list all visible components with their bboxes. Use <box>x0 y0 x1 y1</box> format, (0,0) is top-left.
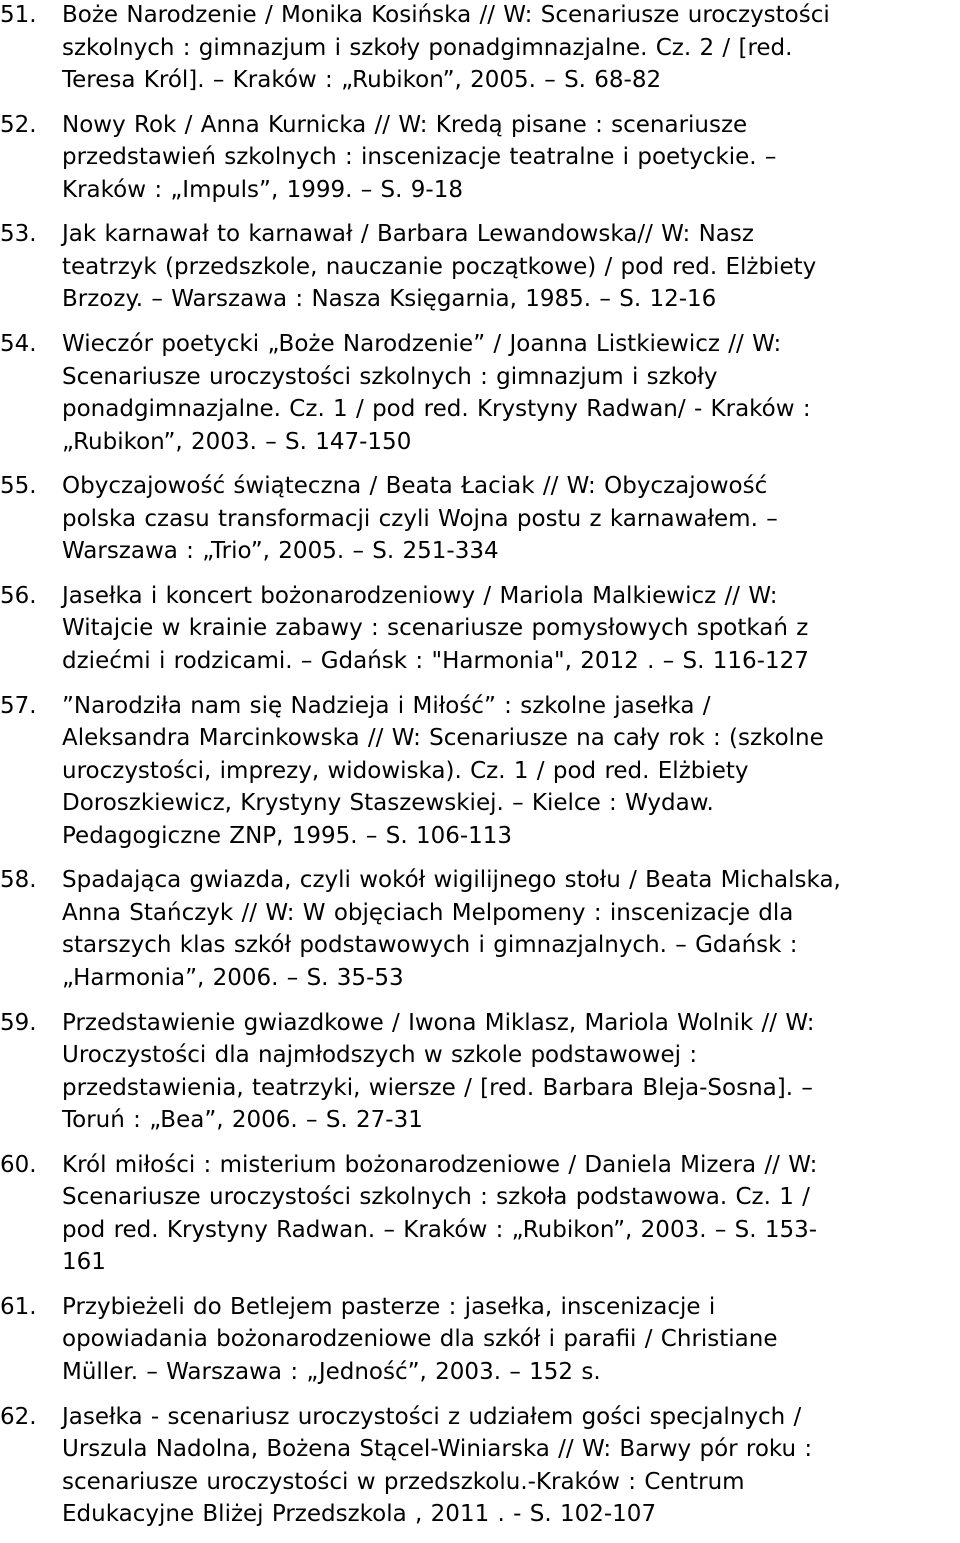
entry-number: 59. <box>0 1009 37 1036</box>
entry-text: Boże Narodzenie / Monika Kosińska // W: Scenariusze uroczystości szkolnych : gimnazjum i szkoły ponadgimnazjalne. Cz. 2 / [red. Teresa Król]. – Kraków : „Rubikon”, 2005. – S. 68-82 <box>62 2 830 93</box>
entry-number: 53. <box>0 221 37 248</box>
entry-text: Przedstawienie gwiazdkowe / Iwona Miklasz, Mariola Wolnik // W: Uroczystości dla najmłodszych w szkole podstawowej : przedstawienia, teatrzyki, wiersze / [red. Barbara Bleja-Sosna]. – Toruń : „Bea”, 2006. – S. 27-31 <box>62 1009 815 1133</box>
bibliography-entry <box>0 470 960 568</box>
entry-number: 57. <box>0 692 37 719</box>
bibliography-entry <box>0 1291 960 1389</box>
entry-text: Jasełka i koncert bożonarodzeniowy / Mariola Malkiewicz // W: Witajcie w krainie zabawy : scenariusze pomysłowych spotkań z dziećmi i rodzicami. – Gdańsk : "Harmonia", 2012 . – S. 116-127 <box>62 582 809 674</box>
bibliography-entry <box>0 1401 960 1531</box>
entry-text: ”Narodziła nam się Nadzieja i Miłość” : szkolne jasełka / Aleksandra Marcinkowska // W: Scenariusze na cały rok : (szkolne uroczystości, imprezy, widowiska). Cz. 1 / pod red. Elżbiety Doroszkiewicz, Krystyny Staszewskiej. – Kielce : Wydaw. Pedagogiczne ZNP, 1995. – S. 106-113 <box>62 692 824 849</box>
bibliography-entry <box>0 580 960 678</box>
entry-number: 58. <box>0 867 37 894</box>
entry-text: Spadająca gwiazda, czyli wokół wigilijnego stołu / Beata Michalska, Anna Stańczyk // W: W objęciach Melpomeny : inscenizacje dla starszych klas szkół podstawowych i gimnazjalnych. – Gdańsk : „Harmonia”, 2006. – S. 35-53 <box>62 867 841 991</box>
entry-number: 61. <box>0 1293 37 1320</box>
entry-text: Jasełka - scenariusz uroczystości z udziałem gości specjalnych / Urszula Nadolna, Bożena Stącel-Winiarska // W: Barwy pór roku : scenariusze uroczystości w przedszkolu.-Kraków : Centrum Edukacyjne Bliżej Przedszkola , 2011 . - S. 102-107 <box>62 1403 813 1528</box>
bibliography-entry <box>0 1149 960 1279</box>
bibliography-entry <box>0 1007 960 1137</box>
entry-number: 62. <box>0 1403 37 1430</box>
entry-text: Wieczór poetycki „Boże Narodzenie” / Joanna Listkiewicz // W: Scenariusze uroczystości szkolnych : gimnazjum i szkoły ponadgimnazjalne. Cz. 1 / pod red. Krystyny Radwan/ - Kraków : „Rubikon”, 2003. – S. 147-150 <box>62 331 811 455</box>
entry-text: Przybieżeli do Betlejem pasterze : jasełka, inscenizacje i opowiadania bożonarodzeniowe dla szkół i parafii / Christiane Müller. – Warszawa : „Jedność”, 2003. – 152 s. <box>62 1293 778 1385</box>
bibliography-entry <box>0 218 960 316</box>
bibliography-entry <box>0 864 960 994</box>
bibliography-entry <box>0 0 960 97</box>
entry-text: Jak karnawał to karnawał / Barbara Lewandowska// W: Nasz teatrzyk (przedszkole, nauczanie początkowe) / pod red. Elżbiety Brzozy. – Warszawa : Nasza Księgarnia, 1985. – S. 12-16 <box>62 221 817 313</box>
entry-number: 51. <box>0 2 37 28</box>
entry-number: 55. <box>0 473 37 500</box>
entry-text: Nowy Rok / Anna Kurnicka // W: Kredą pisane : scenariusze przedstawień szkolnych : inscenizacje teatralne i poetyckie. – Kraków : „Impuls”, 1999. – S. 9-18 <box>62 111 777 203</box>
entry-number: 56. <box>0 582 37 609</box>
entry-number: 54. <box>0 331 37 358</box>
entry-text: Obyczajowość świąteczna / Beata Łaciak // W: Obyczajowość polska czasu transformacji czyli Wojna postu z karnawałem. – Warszawa : „Trio”, 2005. – S. 251-334 <box>62 473 778 565</box>
bibliography-entry <box>0 690 960 853</box>
bibliography-entry <box>0 109 960 207</box>
entry-number: 60. <box>0 1151 37 1178</box>
entry-number: 52. <box>0 111 37 138</box>
entry-text: Król miłości : misterium bożonarodzeniowe / Daniela Mizera // W: Scenariusze uroczystości szkolnych : szkoła podstawowa. Cz. 1 / pod red. Krystyny Radwan. – Kraków : „Rubikon”, 2003. – S. 153- 161 <box>62 1151 818 1276</box>
bibliography-entry <box>0 328 960 458</box>
